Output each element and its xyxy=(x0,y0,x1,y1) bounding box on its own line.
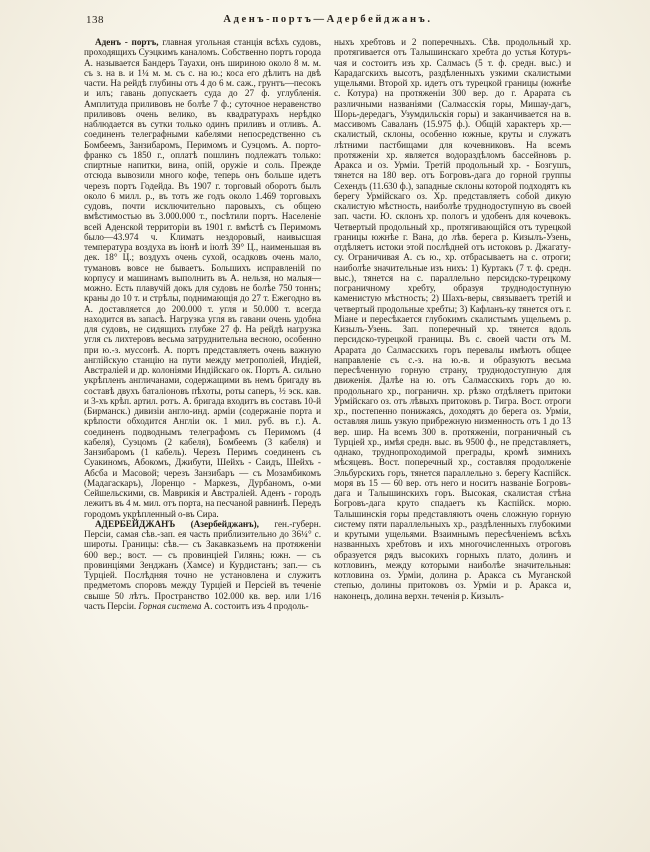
article-aden-port-body: главная угольная станція всѣхъ судовъ, проходящихъ Суэцкимъ каналомъ. Собственно портъ города А. называется Бандеръ Тауахи, онъ шириною около 8 м. м. съ з. на в. и 1¼ м. м. съ с. на ю.; коса его дѣлитъ на двѣ части. На рейдѣ глубины отъ 4 до 6 м. саж., грунтъ—песокъ и илъ; гавань допускаетъ суда до 27 ф. углубленія. Амплитуда приливовъ не болѣе 7 ф.; суточное неравенство приливовъ очень велико, въ квадратурахъ нерѣдко наблюдается въ сутки только одинъ приливъ и отливъ. А. соединенъ телеграфными кабелями непосредственно съ Бомбеемъ, Занзибаромъ, Перимомъ и Суэцомъ. А. порто-франко съ 1850 г., оплатѣ пошлинъ подлежатъ только: спиртные напитки, вина, опій, оружіе и соль. Прежде отсюда вывозили много кофе, теперь онъ больше идетъ черезъ портъ Годейда. Въ 1907 г. торговый оборотъ былъ около 6 милл. р., въ тотъ же годъ около 1.469 торговыхъ судовъ, почти исключительно паровыхъ, съ общею вмѣстимостью въ 3.000.000 т., посѣтили портъ. Населеніе всей Аденской территоріи въ 1901 г. вмѣстѣ съ Перимомъ было—43.974 ч. Климатъ нездоровый, наивысшая температура воздуха въ іюнѣ и іюлѣ 39° Ц., наименьшая въ дек. 18° Ц.; воздухъ очень сухой, осадковъ очень мало, тумановъ вовсе не бываетъ. Большихъ исправленій по корпусу и машинамъ выполнить въ А. нельзя, но малыя—можно. Есть плавучій докъ для судовъ не болѣе 750 тоннъ; краны до 10 т. и стрѣлы, поднимающія до 27 т. Ежегодно въ А. доставляется до 200.000 т. угля и 50.000 т. всегда находится въ запасѣ. Нагрузка угля въ гавани очень удобна для судовъ, не сидящихъ глубже 27 ф. На рейдѣ нагрузка угля съ лихтеровъ весьма затруднительна весною, особенно при ю.-з. муссонѣ. А. портъ представляетъ очень важную англійскую станцію на пути между метрополіей, Индіей, Австраліей и др. колоніями Индійскаго ок. Портъ А. сильно укрѣпленъ англичанами, содержащими въ немъ бригаду въ составѣ двухъ баталіоновъ пѣхоты, роты саперъ, ½ эск. кав. и 3-хъ крѣп. артил. ротъ. А. бригада входитъ въ составъ 10-й (Бирманск.) дивизіи англо-инд. арміи (содержаніе порта и крѣпости обходится Англіи ок. 1 мил. руб. въ г.). А. соединенъ подводнымъ телеграфомъ съ Перимомъ (4 кабеля), Суэцомъ (2 кабеля), Бомбеемъ (3 кабеля) и Занзибаромъ (1 кабель). Черезъ Перимъ соединенъ съ Суакиномъ, Абокомъ, Джибути, Шейхъ - Саидъ, Шейхъ - Абсба и Масовой; черезъ Занзибаръ — съ Мозамбикомъ (Мадагаскаръ), Лоренцо - Маркезъ, Дурбаномъ, о-ми Сейшельскими, св. Маврикія и Австраліей. Аденъ - городъ лежитъ въ 4 м. мил. отъ порта, на песчаной равнинѣ. Передъ городомъ укрѣпленный о-въ Сира. xyxy=(84,37,321,519)
aderbeidzhan-continuation: ныхъ хребтовъ и 2 поперечныхъ. Сѣв. продольный хр. протягивается отъ Талышинскаго хребта до устья Котуръ-чая и состоитъ изъ хр. Салмасъ (5 т. ф. средн. выс.) и Карадагскихъ высотъ, раздѣленныхъ узкими скалистыми ущельями. Второй хр. идетъ отъ турецкой границы (южнѣе с. Котура) на протяженіи 300 вер. до г. Арарата съ различными названіями (Салмасскія горы, Мишау-дагъ, Шорь-дередагъ, Узумдильскія горы) и заканчивается на в. массивомъ Саваланъ (15.975 ф.). Общій характеръ хр.— скалистый, склоны, особенно южные, круты и служатъ лѣтними пастбищами для кочевниковъ. На всемъ протяженіи хр. является водораздѣломъ бассейновъ р. Аракса и оз. Урміи. Третій продольный хр. - Бозгушъ, тянется на 180 вер. отъ Богровъ-дага до горной группы Сехендъ (11.630 ф.), западные склоны которой подходятъ къ берегу Урмійскаго оз. Хр. представляетъ собой дикую скалистую мѣстность, наиболѣе труднодоступную въ своей зап. части. Ю. склонъ хр. пологъ и удобенъ для кочевокъ. Четвертый продольный хр., протягивающійся отъ турецкой границы южнѣе г. Вана, до лѣв. берега р. Кизылъ-Узень, отдѣляетъ истоки этой послѣдней отъ истоковъ р. Джагату-су. Ограничивая А. съ ю., хр. отбрасываетъ на с. отроги; наиболѣе значительные изъ нихъ: 1) Куртакъ (7 т. ф. средн. выс.), тянется на с. параллельно персидско-турецкому пограничному хребту, образуя труднодоступную каменистую мѣстность; 2) Шахъ-веры, связываетъ третій и четвертый продольные хребты; 3) Кафланъ-ку тянется отъ г. Міане и пересѣкается глубокимъ скалистымъ ущельемъ р. Кизылъ-Узень. Зап. поперечный хр. тянется вдоль персидско-турецкой границы. Въ с. своей части отъ М. Арарата до Салмасскихъ горъ перевалы имѣютъ общее направленіе съ с.-з. на ю.-в. и образуютъ весьма пересѣченную горную страну, труднодоступную для движенія. Далѣе на ю. отъ Салмасскихъ горъ до ю. продольнаго хр., пограничн. хр. рѣзко отдѣляетъ притоки Урмійскаго оз. отъ лѣвыхъ притоковъ р. Тигра. Вост. отроги хр., постепенно понижаясь, доходятъ до берега оз. Урміи, оставляя лишь узкую прибрежную низменность отъ 1 до 13 вер. шир. На всемъ 300 в. протяженіи, пограничный съ Турціей хр., имѣя средн. выс. въ 9500 ф., не представляетъ, однако, труднопроходимой преграды, кромѣ зимнихъ мѣсяцевъ. Вост. поперечный хр., составляя продолженіе Эльбурскихъ горъ, тянется параллельно з. берегу Каспійск. моря въ 15 — 60 вер. отъ него и носитъ названіе Богровъ-дага и Талышинскихъ горъ. Высокая, скалистая стѣна Богровъ-дага круто спадаетъ къ Каспійск. морю. Талышинскія горы представляютъ очень сложную горную систему пяти параллельныхъ хр., раздѣленныхъ глубокими и крутыми ущельями. Взаимнымъ пересѣченіемъ всѣхъ названныхъ хребтовъ и ихъ многочисленныхъ отроговъ образуется рядъ высокихъ горныхъ плато, долинъ и котловинъ, между которыми наиболѣе значительныя: котловина оз. Урміи, долина р. Аракса съ Муганской степью, долины притоковъ оз. Урміи и р. Аракса и, наконецъ, долина верхн. теченія р. Кизылъ- xyxy=(334,37,571,601)
page-number: 138 xyxy=(86,14,104,26)
running-title: Аденъ-портъ—Адербейджанъ. xyxy=(223,14,433,25)
page-header xyxy=(84,14,572,30)
article-aderbeidzhan xyxy=(84,519,321,611)
left-column xyxy=(84,37,321,611)
gornaya-sistema-italic: Горная система xyxy=(138,600,202,611)
text-columns xyxy=(84,37,572,611)
article-aden-port-lead: Аденъ - портъ, xyxy=(95,37,159,47)
article-aden-port xyxy=(84,37,321,519)
article-aderbeidzhan-body: ген.-губерн. Персіи, самая сѣв.-зап. ея часть приблизительно до 36¼° с. широты. Границы: сѣв.— съ Закавказьемъ на протяженіи 600 вер.; вост. — съ провинціей Гилянь; южн. — съ провинціями Зенджанъ (Хамсе) и Курдистанъ; зап.— съ Турціей. Послѣдняя точно не установлена и служитъ предметомъ споровъ между Турціей и Персіей въ теченіе свыше 50 лѣтъ. Пространство 102.000 кв. вер. или 1/16 часть Персіи. xyxy=(84,518,321,611)
article-aderbeidzhan-body-after: А. состоитъ изъ 4 продоль- xyxy=(203,600,309,611)
right-column xyxy=(334,37,571,611)
article-aderbeidzhan-lead: АДЕРБЕЙДЖАНЪ (Азербейджанъ), xyxy=(95,518,259,529)
